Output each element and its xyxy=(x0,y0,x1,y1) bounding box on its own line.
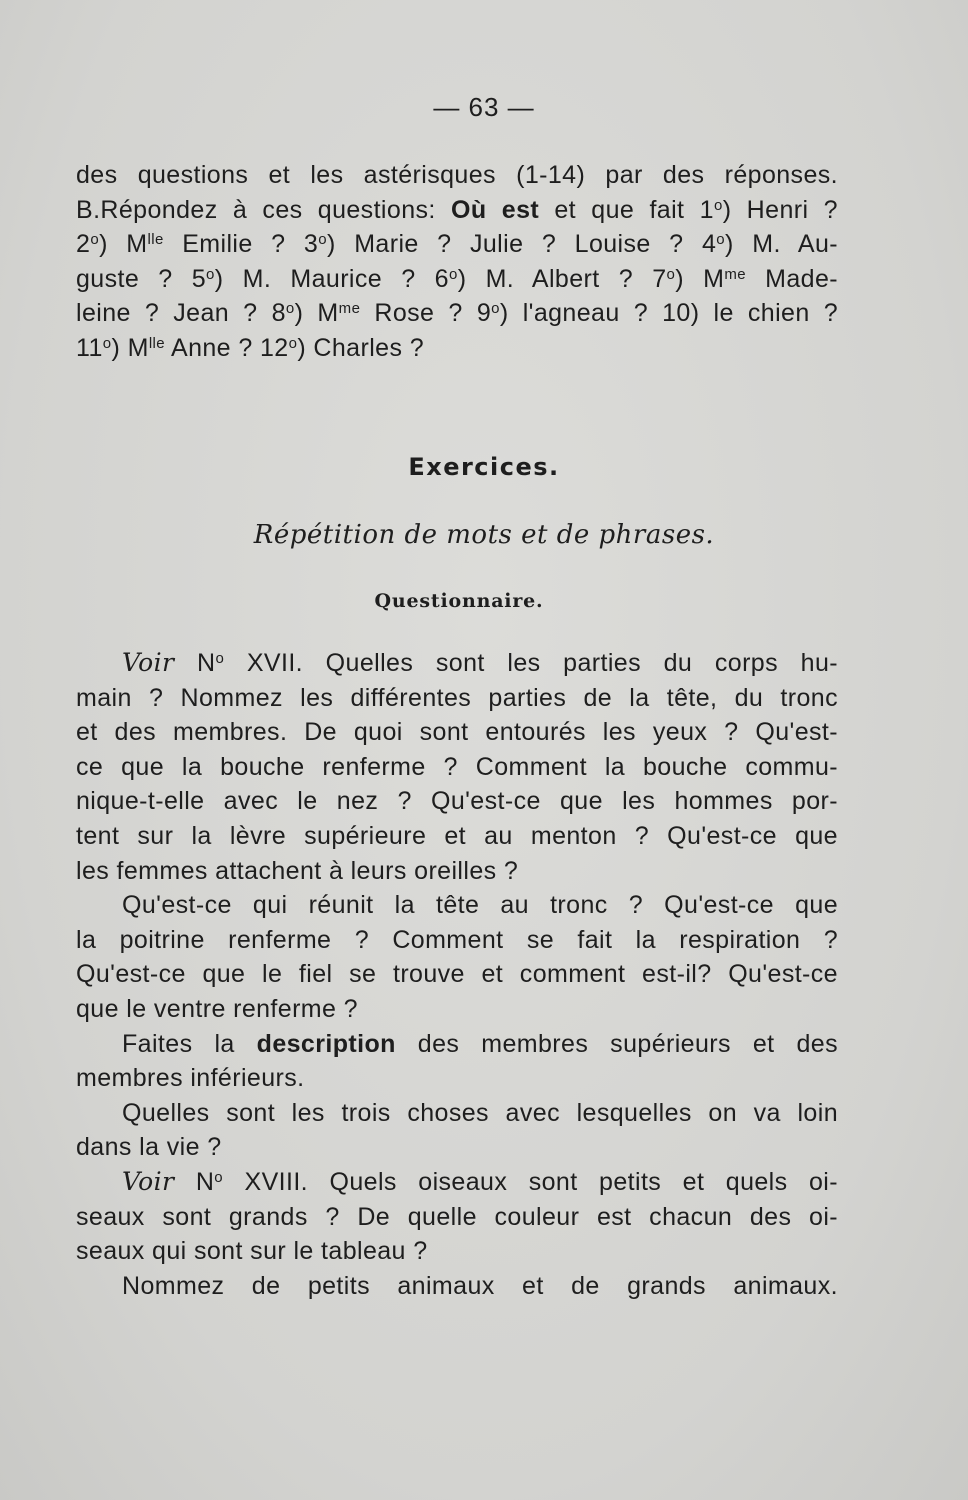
text-line: tent sur la lèvre supérieure et au menton ? Qu'est-ce que xyxy=(76,821,838,850)
superscript: o xyxy=(285,300,295,318)
text-line: nique-t-elle avec le nez ? Qu'est-ce que les hommes por- xyxy=(76,787,838,816)
text-span: 11 xyxy=(76,333,103,362)
text-line: main ? Nommez les différentes parties de la tête, du tronc xyxy=(76,683,838,712)
questionnaire-body xyxy=(76,646,838,1303)
text-span: Made- xyxy=(745,264,838,293)
text-span: ) Marie ? Julie ? Louise ? 4 xyxy=(326,230,717,259)
superscript: o xyxy=(713,196,723,214)
page-number: — 63 — xyxy=(433,92,535,122)
text-span: des membres supérieurs et des xyxy=(395,1029,838,1058)
text-span: ) M. Albert ? 7 xyxy=(457,264,667,293)
superscript: o xyxy=(214,1168,224,1186)
text-line: la poitrine renferme ? Comment se fait la respiration ? xyxy=(76,925,838,954)
text-span: Emilie ? 3 xyxy=(163,230,319,259)
superscript: o xyxy=(448,265,458,283)
text-span: ) M xyxy=(294,299,339,328)
text-line: Qu'est-ce que le fiel se trouve et comment est-il? Qu'est-ce xyxy=(76,960,838,989)
text-line xyxy=(76,296,838,331)
superscript: lle xyxy=(148,334,166,352)
text-line: des questions et les astérisques (1-14) par des réponses. xyxy=(76,161,838,189)
italic-voir: Voir xyxy=(122,648,175,677)
superscript: o xyxy=(666,265,676,283)
intro-paragraph xyxy=(76,158,838,366)
bold-phrase: Où est xyxy=(451,195,540,224)
text-span: ) Charles ? xyxy=(297,333,425,362)
text-span: ) M xyxy=(111,333,149,362)
text-line xyxy=(76,1027,838,1062)
text-span: XVII. Quelles sont les parties du corps hu- xyxy=(224,649,838,677)
superscript: me xyxy=(724,265,746,283)
subheading-questionnaire: Questionnaire. xyxy=(374,590,544,612)
text-line: seaux qui sont sur le tableau ? xyxy=(76,1237,428,1266)
text-line xyxy=(76,1165,838,1200)
text-span: Anne ? 12 xyxy=(165,333,289,362)
text-span: ) Henri ? xyxy=(722,195,838,224)
text-line xyxy=(76,193,838,228)
text-span: Rose ? 9 xyxy=(360,299,492,328)
text-span: N xyxy=(174,649,216,677)
text-line: que le ventre renferme ? xyxy=(76,994,358,1023)
text-span: ) M xyxy=(99,230,148,259)
text-span: guste ? 5 xyxy=(76,264,207,293)
text-span: Faites la xyxy=(122,1029,257,1058)
text-span: B.Répondez à ces questions: xyxy=(76,195,451,224)
text-line xyxy=(76,646,838,681)
section-heading-exercices: Exercices. xyxy=(408,453,560,481)
text-line: membres inférieurs. xyxy=(76,1064,305,1093)
text-span: ) M. Au- xyxy=(725,230,839,259)
subsection-heading-repetition: Répétition de mots et de phrases. xyxy=(253,520,715,550)
text-line: Qu'est-ce qui réunit la tête au tronc ? Qu'est-ce que xyxy=(122,891,838,920)
text-span: leine ? Jean ? 8 xyxy=(76,299,286,328)
bold-phrase: description xyxy=(256,1029,396,1058)
text-line: et des membres. De quoi sont entourés les yeux ? Qu'est- xyxy=(76,718,838,747)
superscript: o xyxy=(206,265,215,283)
superscript: o xyxy=(102,334,112,352)
text-line xyxy=(76,262,838,297)
superscript: o xyxy=(491,300,500,318)
text-line: seaux sont grands ? De quelle couleur est chacun des oi- xyxy=(76,1202,838,1231)
text-span: ) l'agneau ? 10) le chien ? xyxy=(499,299,839,328)
text-span: ) M xyxy=(675,264,725,293)
text-line: Quelles sont les trois choses avec lesquelles on va loin xyxy=(122,1098,838,1127)
text-line xyxy=(76,227,838,262)
superscript: o xyxy=(716,231,726,249)
superscript: o xyxy=(318,231,327,249)
text-span: ) M. Maurice ? 6 xyxy=(214,264,449,293)
italic-voir: Voir xyxy=(122,1166,175,1196)
superscript: me xyxy=(338,300,361,318)
text-span: XVIII. Quels oiseaux sont petits et quels oi- xyxy=(223,1167,838,1196)
text-line: Nommez de petits animaux et de grands animaux. xyxy=(122,1271,838,1300)
text-line: ce que la bouche renferme ? Comment la bouche commu- xyxy=(76,752,838,781)
superscript: lle xyxy=(147,231,164,249)
text-line xyxy=(76,331,838,366)
text-span: et que fait 1 xyxy=(539,195,714,224)
superscript: o xyxy=(215,650,225,667)
text-span: 2 xyxy=(76,230,91,259)
text-span: N xyxy=(174,1167,215,1196)
text-line: dans la vie ? xyxy=(76,1133,222,1162)
superscript: o xyxy=(90,231,100,249)
text-line: les femmes attachent à leurs oreilles ? xyxy=(76,856,519,885)
superscript: o xyxy=(288,334,298,352)
